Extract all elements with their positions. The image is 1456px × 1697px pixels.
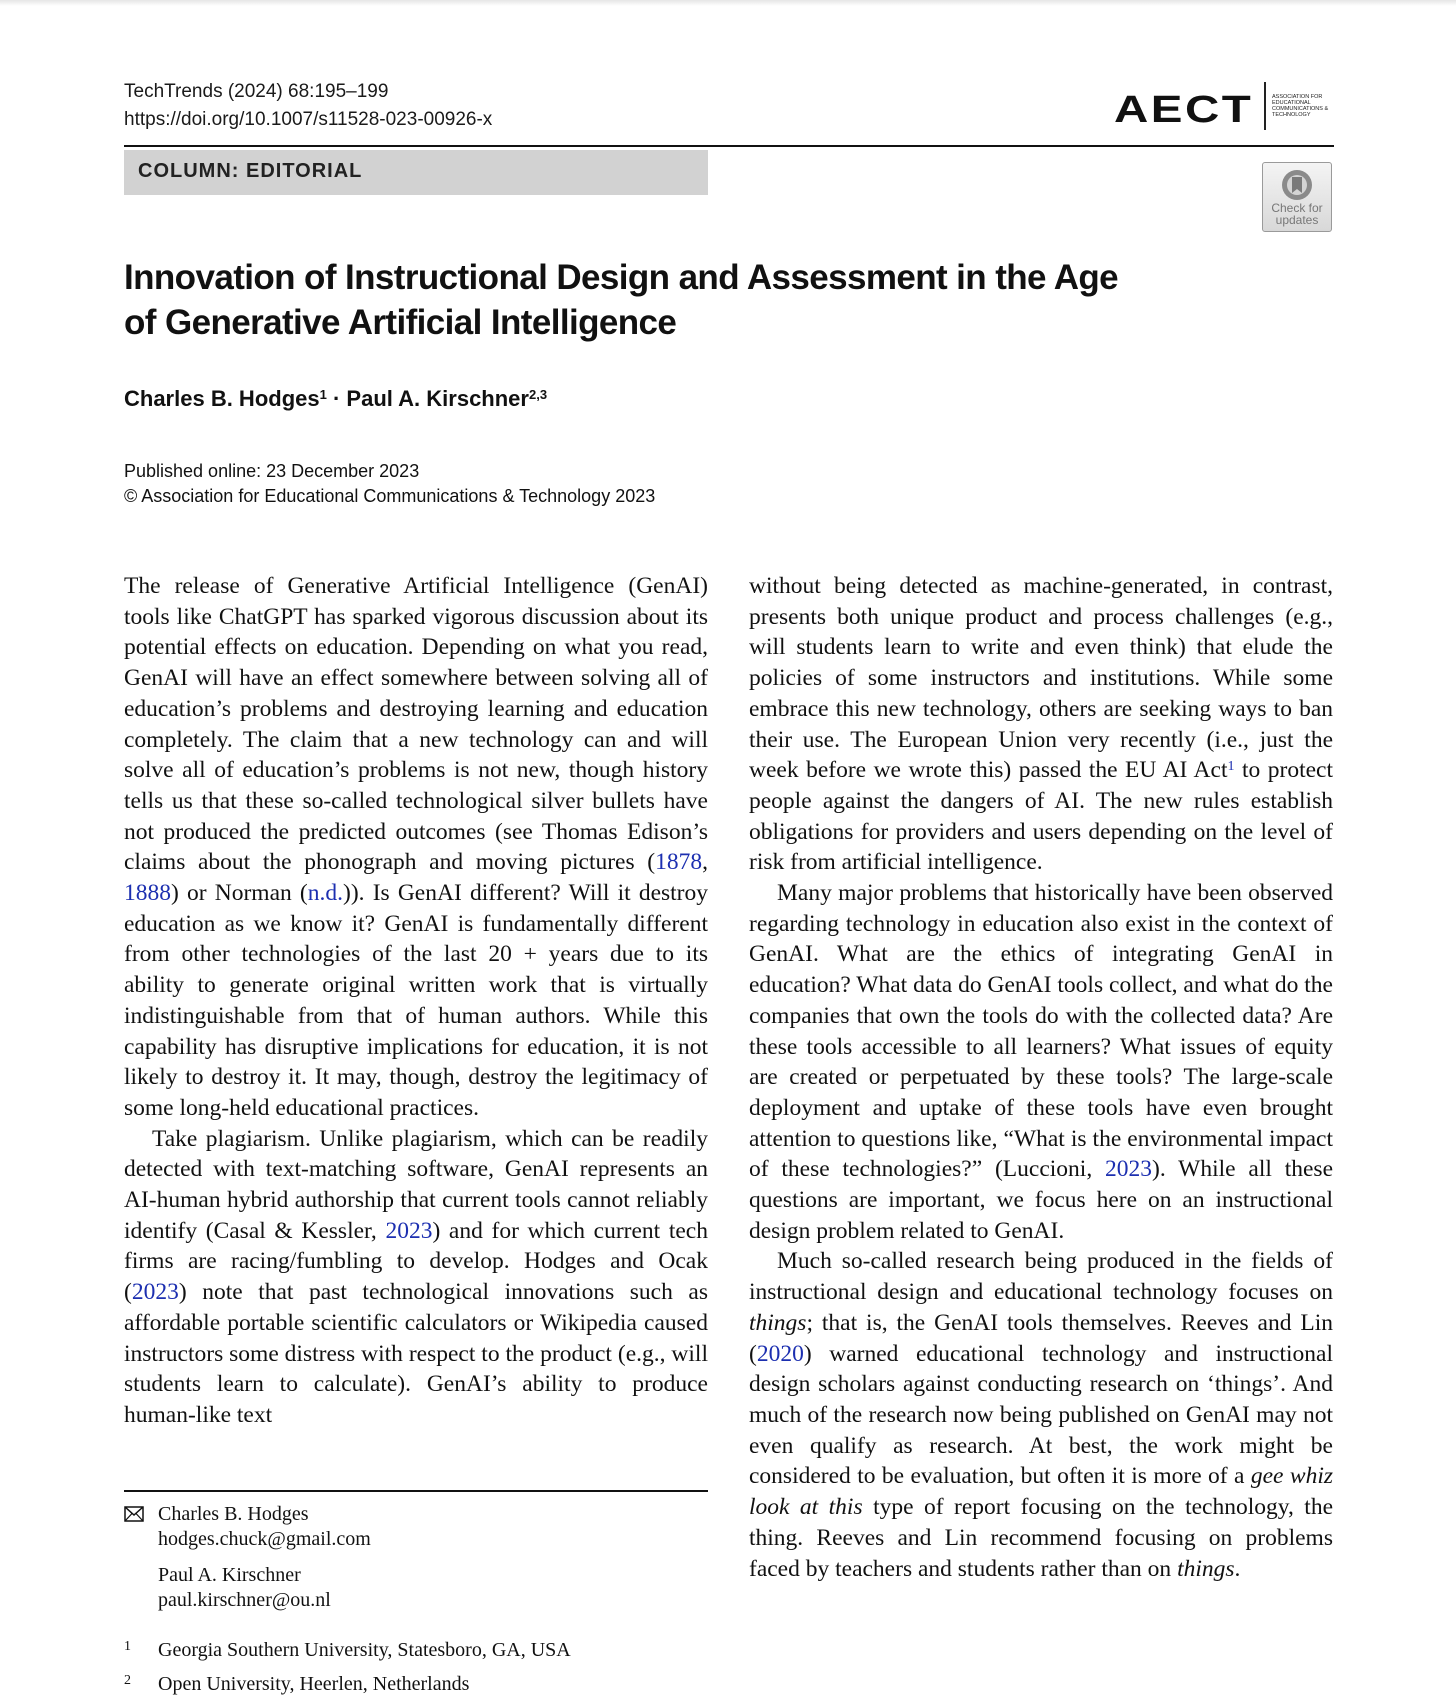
aect-logo (1114, 80, 1336, 132)
section-banner (124, 150, 708, 195)
body-text: ). While all these questions are important, we focus here on an instructional design problem related to GenAI. (749, 1156, 1333, 1244)
body-text: type of report focusing on the technology, the thing. Reeves and Lin recommend focusing on problems faced by teachers and students rather than on (749, 1494, 1333, 1582)
citation-link[interactable]: 2023 (131, 1279, 179, 1306)
body-paragraph (124, 571, 708, 1124)
body-text: ) warned educational technology and instructional design scholars against conducting research on ‘things’. And much of the research now being published on GenAI may not even qualify as research. At best, the work might be considered to be evaluation, but often it is more of a (749, 1340, 1333, 1490)
logo-mark: AECT (1114, 89, 1254, 131)
author-affiliation-marker: 2,3 (528, 387, 548, 402)
doi-link[interactable]: https://doi.org/10.1007/s11528-023-00926-x (124, 109, 493, 130)
body-text: Much so-called research being produced in the fields of instructional design and educational technology focuses on (749, 1248, 1333, 1306)
footnote-link[interactable]: 1 (1227, 759, 1235, 775)
citation-link[interactable]: n.d. (307, 880, 343, 907)
contact-email[interactable]: paul.kirschner@ou.nl (158, 1589, 331, 1611)
logo-separator (1264, 82, 1266, 130)
emphasis-text: things (1177, 1555, 1235, 1582)
affiliation-text: Open University, Heerlen, Netherlands (158, 1673, 470, 1695)
affiliation-number: 2 (124, 1673, 131, 1688)
body-text: Take plagiarism. Unlike plagiarism, which can be readily detected with text-matching software, GenAI represents an AI-human hybrid authorship that current tools cannot reliably identify (Casal & Kessler, (124, 1125, 708, 1244)
citation-link[interactable]: 2023 (385, 1217, 433, 1244)
logo-subtext: ASSOCIATION FOR EDUCATIONAL COMMUNICATIONS & TECHNOLOGY (1272, 94, 1329, 118)
journal-citation: TechTrends (2024) 68:195–199 (124, 81, 389, 102)
contact-name: Charles B. Hodges (158, 1503, 309, 1525)
check-updates-line1: Check for (1271, 201, 1323, 215)
body-paragraph (124, 1124, 708, 1431)
copyright-notice: © Association for Educational Communications & Technology 2023 (124, 486, 656, 506)
contact-person (158, 1502, 371, 1552)
emphasis-text: gee whiz look at this (749, 1463, 1333, 1521)
body-text: without being detected as machine-generated, in contrast, presents both unique product and process challenges (e.g., will students learn to write and even think) that elude the policies of some instructors and institutions. While some embrace this new technology, others are seeking ways to ban their use. The European Union very recently (i.e., just the week before we wrote this) passed the EU AI Act (749, 573, 1333, 784)
contact-email[interactable]: hodges.chuck@gmail.com (158, 1528, 371, 1550)
check-updates-line2: updates (1275, 213, 1319, 227)
body-paragraph (749, 571, 1333, 878)
title-line-1: Innovation of Instructional Design and Assessment in the Age (124, 258, 1119, 297)
contact-name: Paul A. Kirschner (158, 1564, 301, 1586)
page-top-edge (0, 0, 1456, 6)
author-separator: · (326, 386, 347, 411)
envelope-icon (124, 1506, 144, 1522)
author-list (124, 384, 547, 414)
check-for-updates-button[interactable] (1262, 162, 1332, 232)
body-column-right (749, 571, 1333, 1584)
body-text: ; that is, the GenAI tools themselves. Reeves and Lin ( (749, 1309, 1333, 1367)
author-name[interactable]: Paul A. Kirschner (346, 386, 529, 411)
body-text: . (1234, 1555, 1241, 1582)
body-paragraph (749, 878, 1333, 1246)
body-text: ) or Norman ( (171, 880, 308, 907)
citation-link[interactable]: 1888 (124, 880, 171, 907)
body-paragraph (749, 1246, 1333, 1584)
body-text: Many major problems that historically have been observed regarding technology in education also exist in the context of GenAI. What are the ethics of integrating GenAI in education? What data do GenAI tools collect, and what do the companies that own the tools do with the collected data? Are these tools accessible to all learners? What issues of equity are created or perpetuated by these tools? The large-scale deployment and uptake of these tools have even brought attention to questions like, “What is the environmental impact of these technologies?” (Luccioni, (749, 880, 1333, 1183)
citation-link[interactable]: 2020 (756, 1340, 804, 1367)
section-label: COLUMN: EDITORIAL (138, 160, 363, 182)
citation-link[interactable]: 2023 (1105, 1156, 1153, 1183)
bookmark-icon (1280, 168, 1314, 202)
contact-person (158, 1563, 331, 1613)
title-line-2: of Generative Artificial Intelligence (124, 303, 677, 342)
body-text: ) and for which current tech firms are racing/fumbling to develop. Hodges and Ocak ( (124, 1217, 708, 1306)
published-date: Published online: 23 December 2023 (124, 461, 420, 481)
header-rule (124, 145, 1334, 147)
body-text: The release of Generative Artificial Intelligence (GenAI) tools like ChatGPT has sparked vigorous discussion about its potential effects on education. Depending on what you read, GenAI will have an effect somewhere between solving all of education’s problems and destroying learning and education completely. The claim that a new technology can and will solve all of education’s problems is not new, though history tells us that these so-called technological silver bullets have not produced the predicted outcomes (see Thomas Edison’s claims about the phonograph and moving pictures ( (124, 573, 708, 876)
author-affiliation-marker: 1 (319, 387, 327, 402)
body-text: )). Is GenAI different? Will it destroy education as we know it? GenAI is fundamentally different from other technologies of the last 20 + years due to its ability to generate original written work that is virtually indistinguishable from that of human authors. While this capability has disruptive implications for education, it is not likely to destroy it. It may, though, destroy the legitimacy of some long-held educational practices. (124, 880, 708, 1121)
body-text: , (702, 849, 708, 876)
journal-info (124, 78, 492, 134)
body-column-left (124, 571, 708, 1431)
article-title (124, 255, 1124, 345)
body-text: to protect people against the dangers of AI. The new rules establish obligations for providers and users depending on the level of risk from artificial intelligence. (749, 757, 1333, 876)
citation-link[interactable]: 1878 (655, 849, 703, 876)
emphasis-text: things (749, 1309, 807, 1336)
author-name[interactable]: Charles B. Hodges (124, 386, 320, 411)
affiliation-text: Georgia Southern University, Statesboro, GA, USA (158, 1639, 571, 1661)
publication-info (124, 459, 655, 509)
body-text: ) note that past technological innovations such as affordable portable scientific calculators or Wikipedia caused instructors some distress with respect to the product (e.g., will students learn to calculate). GenAI’s ability to produce human-like text (124, 1279, 708, 1428)
footnote-rule (124, 1490, 708, 1492)
affiliation-number: 1 (124, 1639, 131, 1654)
